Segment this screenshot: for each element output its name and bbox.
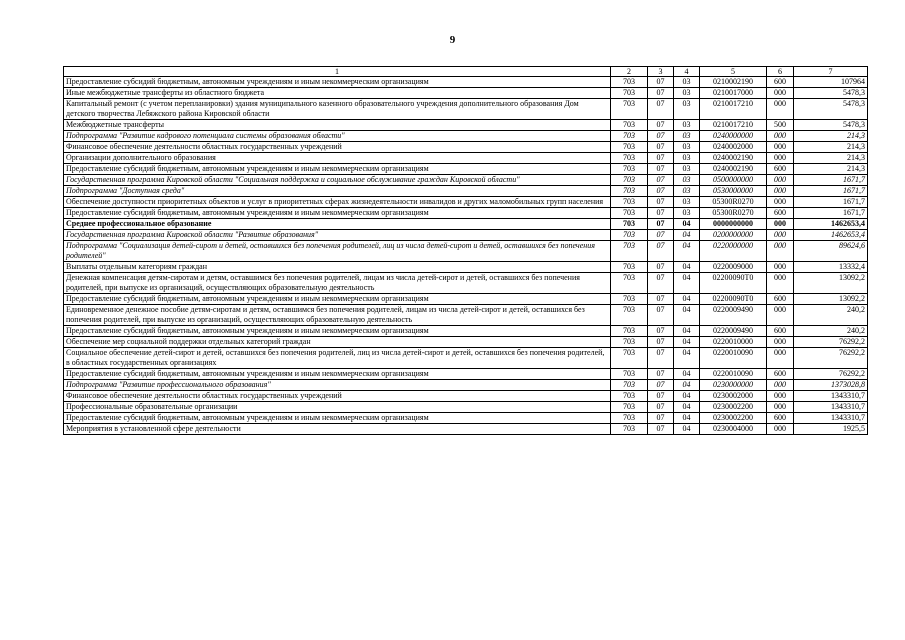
row-code: 0240002190 [700, 153, 767, 164]
row-col-4: 04 [674, 262, 700, 273]
row-col-2: 703 [611, 326, 648, 337]
row-amount: 13092,2 [794, 273, 868, 294]
header-col-2: 2 [611, 67, 648, 77]
row-code: 0530000000 [700, 186, 767, 197]
row-col-4: 04 [674, 402, 700, 413]
row-col-4: 03 [674, 99, 700, 120]
row-col-3: 07 [648, 164, 674, 175]
header-col-7: 7 [794, 67, 868, 77]
header-col-6: 6 [767, 67, 794, 77]
row-col-4: 04 [674, 241, 700, 262]
row-col-3: 07 [648, 219, 674, 230]
row-col-3: 07 [648, 424, 674, 435]
row-amount: 13332,4 [794, 262, 868, 273]
header-row [64, 67, 868, 77]
row-col-6: 000 [767, 153, 794, 164]
row-name: Финансовое обеспечение деятельности областных государственных учреждений [64, 391, 611, 402]
row-name: Иные межбюджетные трансферты из областного бюджета [64, 88, 611, 99]
row-name: Социальное обеспечение детей-сирот и детей, оставшихся без попечения родителей, лиц из числа детей-сирот и детей, оставшихся без попечения родителей, в областных государственных организациях [64, 348, 611, 369]
row-col-6: 000 [767, 424, 794, 435]
table-row [64, 273, 868, 294]
row-name: Денежная компенсация детям-сиротам и детям, оставшимся без попечения родителей, лицам из числа детей-сирот и детей, оставшихся без попечения родителей, при выпуске из организаций, осуществляющих образовательную деятельность [64, 273, 611, 294]
row-col-4: 03 [674, 77, 700, 88]
row-col-6: 000 [767, 230, 794, 241]
row-name: Выплаты отдельным категориям граждан [64, 262, 611, 273]
row-code: 0220009490 [700, 326, 767, 337]
row-col-3: 07 [648, 273, 674, 294]
row-code: 0200000000 [700, 230, 767, 241]
row-col-4: 04 [674, 348, 700, 369]
row-code: 0210002190 [700, 77, 767, 88]
row-col-6: 500 [767, 120, 794, 131]
row-code: 0500000000 [700, 175, 767, 186]
row-code: 0230004000 [700, 424, 767, 435]
row-amount: 1462653,4 [794, 230, 868, 241]
table-row [64, 369, 868, 380]
row-col-6: 600 [767, 164, 794, 175]
row-code: 0220000000 [700, 241, 767, 262]
row-col-3: 07 [648, 241, 674, 262]
table-row [64, 413, 868, 424]
row-col-3: 07 [648, 77, 674, 88]
row-col-2: 703 [611, 305, 648, 326]
row-code: 05300R0270 [700, 197, 767, 208]
row-amount: 107964 [794, 77, 868, 88]
row-col-6: 000 [767, 197, 794, 208]
row-col-3: 07 [648, 153, 674, 164]
row-code: 0230002200 [700, 402, 767, 413]
table-row [64, 241, 868, 262]
row-col-4: 04 [674, 391, 700, 402]
row-col-3: 07 [648, 326, 674, 337]
row-amount: 76292,2 [794, 369, 868, 380]
row-name: Государственная программа Кировской области "Развитие образования" [64, 230, 611, 241]
row-name: Предоставление субсидий бюджетным, автономным учреждениям и иным некоммерческим организациям [64, 326, 611, 337]
row-name: Финансовое обеспечение деятельности областных государственных учреждений [64, 142, 611, 153]
table-row [64, 120, 868, 131]
row-amount: 5478,3 [794, 88, 868, 99]
table-row [64, 175, 868, 186]
row-col-6: 600 [767, 294, 794, 305]
header-col-3: 3 [648, 67, 674, 77]
row-col-4: 04 [674, 337, 700, 348]
row-code: 0230002000 [700, 391, 767, 402]
row-col-6: 000 [767, 131, 794, 142]
row-col-4: 04 [674, 219, 700, 230]
row-col-4: 04 [674, 294, 700, 305]
row-name: Единовременное денежное пособие детям-сиротам и детям, оставшимся без попечения родителей, лицам из числа детей-сирот и детей, оставшихся без попечения родителей, при выпуске из организаций, осуществляющих образовательную деятельность [64, 305, 611, 326]
row-col-2: 703 [611, 208, 648, 219]
row-col-3: 07 [648, 120, 674, 131]
row-name: Подпрограмма "Доступная среда" [64, 186, 611, 197]
row-col-3: 07 [648, 175, 674, 186]
row-col-6: 000 [767, 402, 794, 413]
row-col-3: 07 [648, 230, 674, 241]
table-row [64, 208, 868, 219]
table-row [64, 391, 868, 402]
row-col-3: 07 [648, 208, 674, 219]
row-amount: 5478,3 [794, 120, 868, 131]
row-col-6: 600 [767, 77, 794, 88]
row-code: 05300R0270 [700, 208, 767, 219]
row-col-4: 04 [674, 424, 700, 435]
row-col-4: 03 [674, 164, 700, 175]
row-col-2: 703 [611, 77, 648, 88]
row-col-6: 600 [767, 208, 794, 219]
table-row [64, 348, 868, 369]
row-col-2: 703 [611, 186, 648, 197]
row-name: Предоставление субсидий бюджетным, автономным учреждениям и иным некоммерческим организациям [64, 208, 611, 219]
row-name: Предоставление субсидий бюджетным, автономным учреждениям и иным некоммерческим организациям [64, 77, 611, 88]
row-col-2: 703 [611, 241, 648, 262]
row-code: 0210017210 [700, 99, 767, 120]
budget-table [63, 66, 868, 435]
row-code: 0240002190 [700, 164, 767, 175]
row-amount: 5478,3 [794, 99, 868, 120]
row-col-3: 07 [648, 348, 674, 369]
table-row [64, 219, 868, 230]
row-col-3: 07 [648, 305, 674, 326]
table-row [64, 164, 868, 175]
row-amount: 1343310,7 [794, 413, 868, 424]
header-col-4: 4 [674, 67, 700, 77]
row-col-2: 703 [611, 120, 648, 131]
row-col-2: 703 [611, 337, 648, 348]
row-col-6: 000 [767, 175, 794, 186]
row-col-4: 04 [674, 369, 700, 380]
table-row [64, 380, 868, 391]
row-amount: 13092,2 [794, 294, 868, 305]
row-amount: 1671,7 [794, 186, 868, 197]
row-col-4: 04 [674, 230, 700, 241]
row-col-2: 703 [611, 402, 648, 413]
row-col-3: 07 [648, 88, 674, 99]
row-col-3: 07 [648, 337, 674, 348]
row-col-4: 04 [674, 273, 700, 294]
row-col-4: 04 [674, 380, 700, 391]
row-code: 02200090Т0 [700, 294, 767, 305]
row-name: Мероприятия в установленной сфере деятельности [64, 424, 611, 435]
row-col-4: 03 [674, 208, 700, 219]
row-name: Государственная программа Кировской области "Социальная поддержка и социальное обслуживание граждан Кировской области" [64, 175, 611, 186]
header-col-1: 1 [64, 67, 611, 77]
row-name: Предоставление субсидий бюджетным, автономным учреждениям и иным некоммерческим организациям [64, 294, 611, 305]
row-amount: 1671,7 [794, 197, 868, 208]
row-code: 0240000000 [700, 131, 767, 142]
row-col-4: 04 [674, 305, 700, 326]
row-amount: 240,2 [794, 305, 868, 326]
row-name: Подпрограмма "Развитие профессионального образования" [64, 380, 611, 391]
row-col-4: 03 [674, 120, 700, 131]
row-col-6: 000 [767, 273, 794, 294]
table-row [64, 142, 868, 153]
row-amount: 1373028,8 [794, 380, 868, 391]
row-col-3: 07 [648, 294, 674, 305]
row-col-3: 07 [648, 413, 674, 424]
row-amount: 214,3 [794, 131, 868, 142]
row-col-6: 000 [767, 186, 794, 197]
row-code: 0220009000 [700, 262, 767, 273]
row-amount: 76292,2 [794, 348, 868, 369]
row-col-2: 703 [611, 131, 648, 142]
table-row [64, 99, 868, 120]
row-code: 0230000000 [700, 380, 767, 391]
row-col-2: 703 [611, 197, 648, 208]
row-name: Предоставление субсидий бюджетным, автономным учреждениям и иным некоммерческим организациям [64, 413, 611, 424]
row-col-4: 04 [674, 413, 700, 424]
row-col-2: 703 [611, 413, 648, 424]
row-amount: 1671,7 [794, 208, 868, 219]
row-code: 0220010090 [700, 369, 767, 380]
table-row [64, 77, 868, 88]
table-row [64, 337, 868, 348]
row-col-3: 07 [648, 142, 674, 153]
row-col-2: 703 [611, 230, 648, 241]
row-amount: 240,2 [794, 326, 868, 337]
row-col-6: 000 [767, 348, 794, 369]
row-col-4: 03 [674, 88, 700, 99]
row-col-3: 07 [648, 262, 674, 273]
row-col-6: 000 [767, 219, 794, 230]
row-col-2: 703 [611, 164, 648, 175]
row-code: 0220010000 [700, 337, 767, 348]
table-row [64, 262, 868, 273]
row-name: Предоставление субсидий бюджетным, автономным учреждениям и иным некоммерческим организациям [64, 164, 611, 175]
table-row [64, 88, 868, 99]
row-col-4: 04 [674, 326, 700, 337]
row-col-2: 703 [611, 294, 648, 305]
table-row [64, 197, 868, 208]
row-col-2: 703 [611, 380, 648, 391]
row-code: 0240002000 [700, 142, 767, 153]
row-code: 0210017210 [700, 120, 767, 131]
row-col-2: 703 [611, 219, 648, 230]
row-col-2: 703 [611, 175, 648, 186]
table-row [64, 294, 868, 305]
row-col-2: 703 [611, 391, 648, 402]
row-col-2: 703 [611, 153, 648, 164]
row-amount: 214,3 [794, 142, 868, 153]
row-col-4: 03 [674, 142, 700, 153]
row-amount: 89624,6 [794, 241, 868, 262]
row-col-3: 07 [648, 99, 674, 120]
row-code: 0210017000 [700, 88, 767, 99]
row-col-3: 07 [648, 369, 674, 380]
row-name: Среднее профессиональное образование [64, 219, 611, 230]
row-code: 0220009490 [700, 305, 767, 326]
row-amount: 1671,7 [794, 175, 868, 186]
row-col-6: 000 [767, 142, 794, 153]
table-row [64, 186, 868, 197]
row-code: 0230002200 [700, 413, 767, 424]
row-col-3: 07 [648, 131, 674, 142]
row-col-6: 000 [767, 305, 794, 326]
table-row [64, 305, 868, 326]
row-code: 0000000000 [700, 219, 767, 230]
row-col-2: 703 [611, 88, 648, 99]
row-name: Подпрограмма "Социализация детей-сирот и детей, оставшихся без попечения родителей, лиц из числа детей-сирот и детей, оставшихся без попечения родителей" [64, 241, 611, 262]
row-col-6: 000 [767, 241, 794, 262]
row-name: Обеспечение доступности приоритетных объектов и услуг в приоритетных сферах жизнедеятельности инвалидов и других маломобильных групп населения [64, 197, 611, 208]
row-col-3: 07 [648, 186, 674, 197]
row-col-4: 03 [674, 197, 700, 208]
row-col-6: 000 [767, 99, 794, 120]
row-name: Организации дополнительного образования [64, 153, 611, 164]
page-number: 9 [449, 34, 456, 46]
row-col-2: 703 [611, 424, 648, 435]
row-col-2: 703 [611, 273, 648, 294]
row-col-6: 600 [767, 413, 794, 424]
row-amount: 1462653,4 [794, 219, 868, 230]
row-col-6: 600 [767, 369, 794, 380]
row-col-6: 000 [767, 337, 794, 348]
row-col-6: 000 [767, 391, 794, 402]
row-amount: 214,3 [794, 153, 868, 164]
header-col-5: 5 [700, 67, 767, 77]
table-row [64, 230, 868, 241]
table-row [64, 153, 868, 164]
row-name: Профессиональные образовательные организации [64, 402, 611, 413]
row-name: Подпрограмма "Развитие кадрового потенциала системы образования области" [64, 131, 611, 142]
row-name: Обеспечение мер социальной поддержки отдельных категорий граждан [64, 337, 611, 348]
row-code: 0220010090 [700, 348, 767, 369]
row-col-3: 07 [648, 197, 674, 208]
row-col-2: 703 [611, 348, 648, 369]
row-col-6: 000 [767, 262, 794, 273]
row-col-3: 07 [648, 391, 674, 402]
row-amount: 1925,5 [794, 424, 868, 435]
row-name: Межбюджетные трансферты [64, 120, 611, 131]
row-amount: 76292,2 [794, 337, 868, 348]
row-name: Капитальный ремонт (с учетом перепланировки) здания муниципального казенного образовательного учреждения дополнительного образования Дом детского творчества Лебяжского района Кировской области [64, 99, 611, 120]
row-col-6: 000 [767, 380, 794, 391]
row-amount: 1343310,7 [794, 402, 868, 413]
table-body [64, 77, 868, 435]
row-col-4: 03 [674, 131, 700, 142]
row-amount: 1343310,7 [794, 391, 868, 402]
table-row [64, 402, 868, 413]
row-col-2: 703 [611, 142, 648, 153]
table-row [64, 424, 868, 435]
table-row [64, 131, 868, 142]
row-col-4: 03 [674, 153, 700, 164]
row-col-2: 703 [611, 262, 648, 273]
row-col-6: 000 [767, 88, 794, 99]
row-col-6: 600 [767, 326, 794, 337]
row-col-2: 703 [611, 369, 648, 380]
table-row [64, 326, 868, 337]
row-col-3: 07 [648, 380, 674, 391]
row-name: Предоставление субсидий бюджетным, автономным учреждениям и иным некоммерческим организациям [64, 369, 611, 380]
row-amount: 214,3 [794, 164, 868, 175]
row-col-3: 07 [648, 402, 674, 413]
row-col-4: 03 [674, 175, 700, 186]
row-code: 02200090Т0 [700, 273, 767, 294]
row-col-2: 703 [611, 99, 648, 120]
row-col-4: 03 [674, 186, 700, 197]
